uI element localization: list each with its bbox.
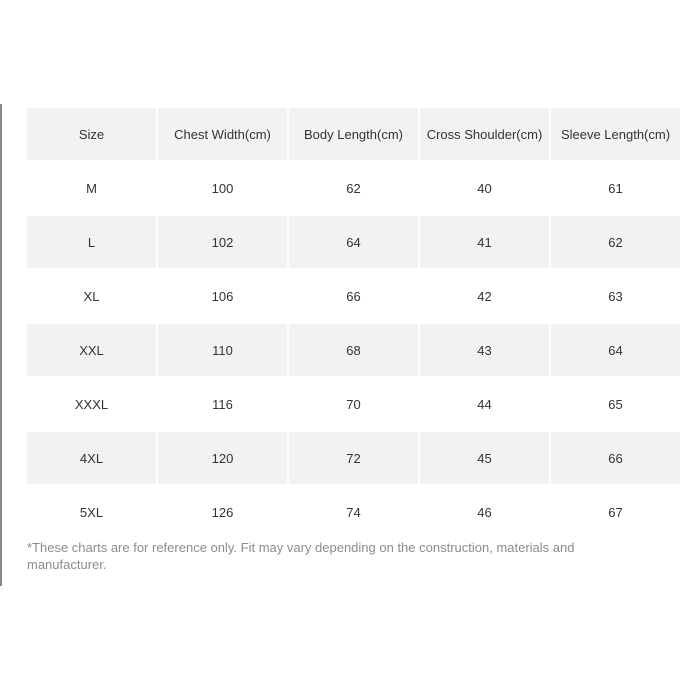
cell-chest-width: 100: [211, 180, 234, 196]
cell-chest-width: 102: [158, 216, 287, 268]
cell-body-length: 62: [346, 180, 361, 196]
table-row: [27, 324, 680, 376]
cell-cross-shoulder: 42: [477, 288, 492, 304]
table-header-row: [27, 108, 680, 160]
size-chart-table: [27, 108, 680, 540]
cell-cross-shoulder: 44: [477, 396, 492, 412]
table-row: [27, 270, 680, 322]
cell-chest-width: 106: [211, 288, 234, 304]
header-chest-width: Chest Width(cm): [158, 108, 287, 160]
cell-chest-width: 116: [212, 396, 233, 412]
header-sleeve-length: Sleeve Length(cm): [551, 108, 680, 160]
cell-sleeve-length: 65: [608, 396, 623, 412]
cell-body-length: 74: [346, 504, 361, 520]
cell-size: 5XL: [79, 504, 104, 520]
header-cross-shoulder: Cross Shoulder(cm): [420, 108, 549, 160]
header-size: Size: [27, 108, 156, 160]
cell-size: L: [27, 216, 156, 268]
cell-cross-shoulder: 45: [420, 432, 549, 484]
table-row: [27, 432, 680, 484]
left-border-line: [0, 104, 2, 586]
cell-body-length: 72: [289, 432, 418, 484]
cell-sleeve-length: 66: [551, 432, 680, 484]
cell-size: XXL: [27, 324, 156, 376]
table-row: [27, 486, 680, 538]
reference-disclaimer: *These charts are for reference only. Fit may vary depending on the construction, materials and manufacturer.: [27, 540, 575, 572]
cell-body-length: 70: [346, 396, 361, 412]
table-row: [27, 378, 680, 430]
cell-cross-shoulder: 41: [420, 216, 549, 268]
cell-sleeve-length: 61: [608, 180, 623, 196]
cell-sleeve-length: 67: [608, 504, 623, 520]
cell-cross-shoulder: 43: [420, 324, 549, 376]
cell-body-length: 64: [289, 216, 418, 268]
cell-size: XXXL: [74, 396, 109, 412]
cell-chest-width: 120: [158, 432, 287, 484]
cell-cross-shoulder: 46: [477, 504, 492, 520]
header-body-length: Body Length(cm): [289, 108, 418, 160]
table-row: [27, 162, 680, 214]
cell-sleeve-length: 63: [608, 288, 623, 304]
cell-chest-width: 126: [211, 504, 234, 520]
cell-size: XL: [83, 288, 100, 304]
cell-size: 4XL: [27, 432, 156, 484]
cell-body-length: 68: [289, 324, 418, 376]
cell-chest-width: 110: [158, 324, 287, 376]
cell-body-length: 66: [346, 288, 361, 304]
table-row: [27, 216, 680, 268]
cell-sleeve-length: 64: [551, 324, 680, 376]
cell-size: M: [86, 180, 97, 196]
cell-cross-shoulder: 40: [477, 180, 492, 196]
cell-sleeve-length: 62: [551, 216, 680, 268]
